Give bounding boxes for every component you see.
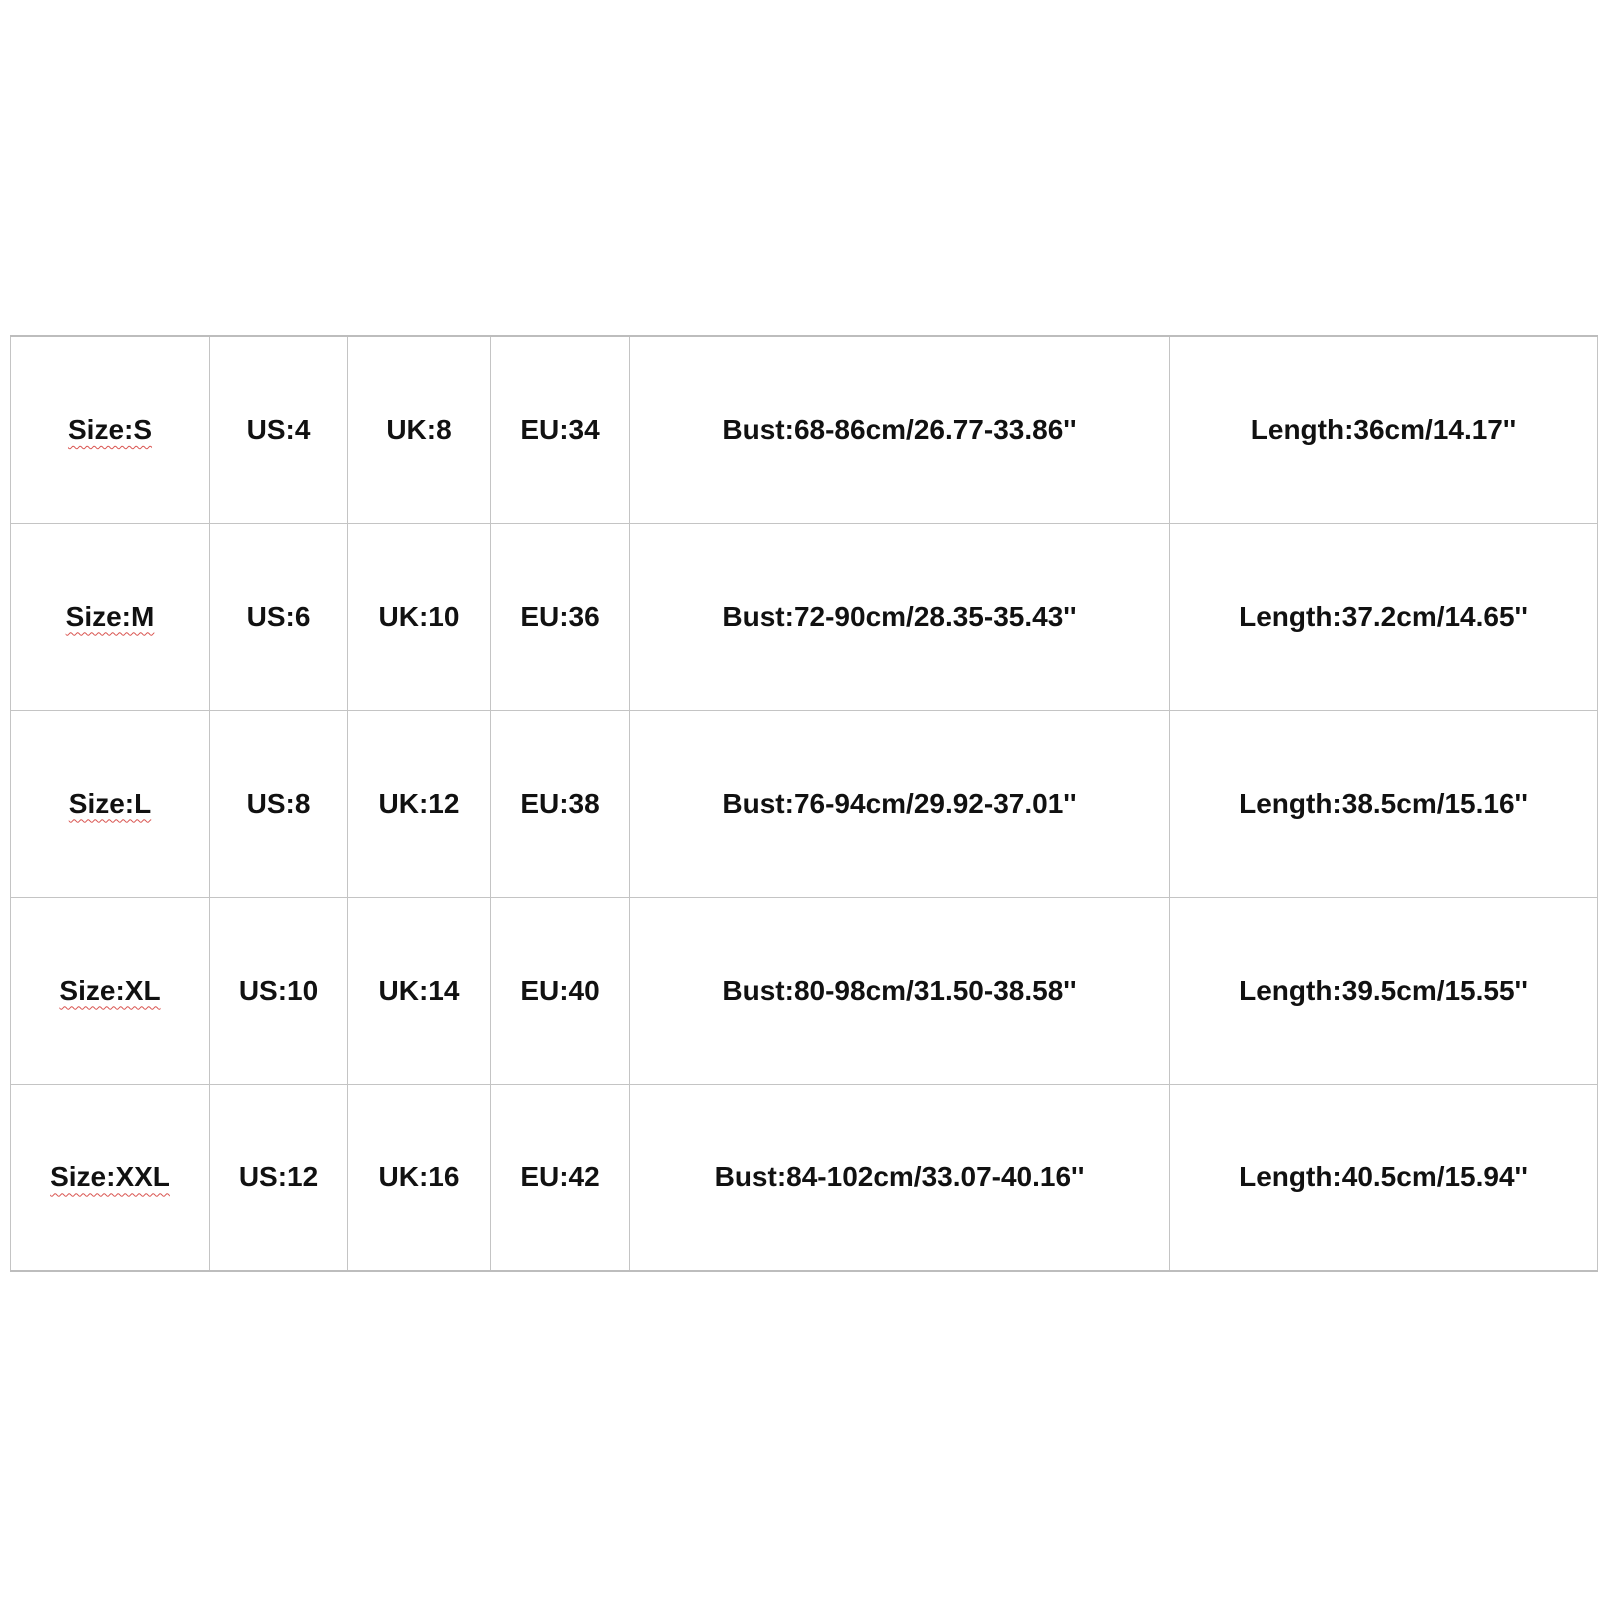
bust-cell: Bust:68-86cm/26.77-33.86'': [630, 336, 1170, 523]
us-size-cell: US:10: [210, 897, 348, 1084]
size-row-m: [11, 523, 1598, 710]
length-cell: Length:37.2cm/14.65'': [1170, 523, 1598, 710]
us-size-cell: US:12: [210, 1084, 348, 1271]
size-row-s: [11, 336, 1598, 523]
size-row-l: [11, 710, 1598, 897]
size-cell: [11, 523, 210, 710]
eu-size-cell: EU:34: [491, 336, 630, 523]
bust-cell: Bust:72-90cm/28.35-35.43'': [630, 523, 1170, 710]
size-label: Size:S: [67, 413, 153, 445]
uk-size-cell: UK:10: [348, 523, 491, 710]
size-chart-table: [10, 335, 1598, 1272]
uk-size-cell: UK:8: [348, 336, 491, 523]
length-cell: Length:39.5cm/15.55'': [1170, 897, 1598, 1084]
size-label: Size:M: [65, 600, 155, 632]
uk-size-cell: UK:16: [348, 1084, 491, 1271]
bust-cell: Bust:76-94cm/29.92-37.01'': [630, 710, 1170, 897]
size-cell: [11, 710, 210, 897]
length-cell: Length:40.5cm/15.94'': [1170, 1084, 1598, 1271]
length-cell: Length:38.5cm/15.16'': [1170, 710, 1598, 897]
size-row-xxl: [11, 1084, 1598, 1271]
eu-size-cell: EU:42: [491, 1084, 630, 1271]
size-cell: [11, 336, 210, 523]
eu-size-cell: EU:36: [491, 523, 630, 710]
us-size-cell: US:4: [210, 336, 348, 523]
us-size-cell: US:6: [210, 523, 348, 710]
size-label: Size:L: [68, 787, 152, 819]
size-row-xl: [11, 897, 1598, 1084]
size-label: Size:XXL: [50, 1161, 170, 1193]
uk-size-cell: UK:12: [348, 710, 491, 897]
uk-size-cell: UK:14: [348, 897, 491, 1084]
length-cell: Length:36cm/14.17'': [1170, 336, 1598, 523]
size-cell: [11, 1084, 210, 1271]
bust-cell: Bust:84-102cm/33.07-40.16'': [630, 1084, 1170, 1271]
size-cell: [11, 897, 210, 1084]
eu-size-cell: EU:40: [491, 897, 630, 1084]
eu-size-cell: EU:38: [491, 710, 630, 897]
bust-cell: Bust:80-98cm/31.50-38.58'': [630, 897, 1170, 1084]
size-label: Size:XL: [59, 974, 161, 1006]
us-size-cell: US:8: [210, 710, 348, 897]
